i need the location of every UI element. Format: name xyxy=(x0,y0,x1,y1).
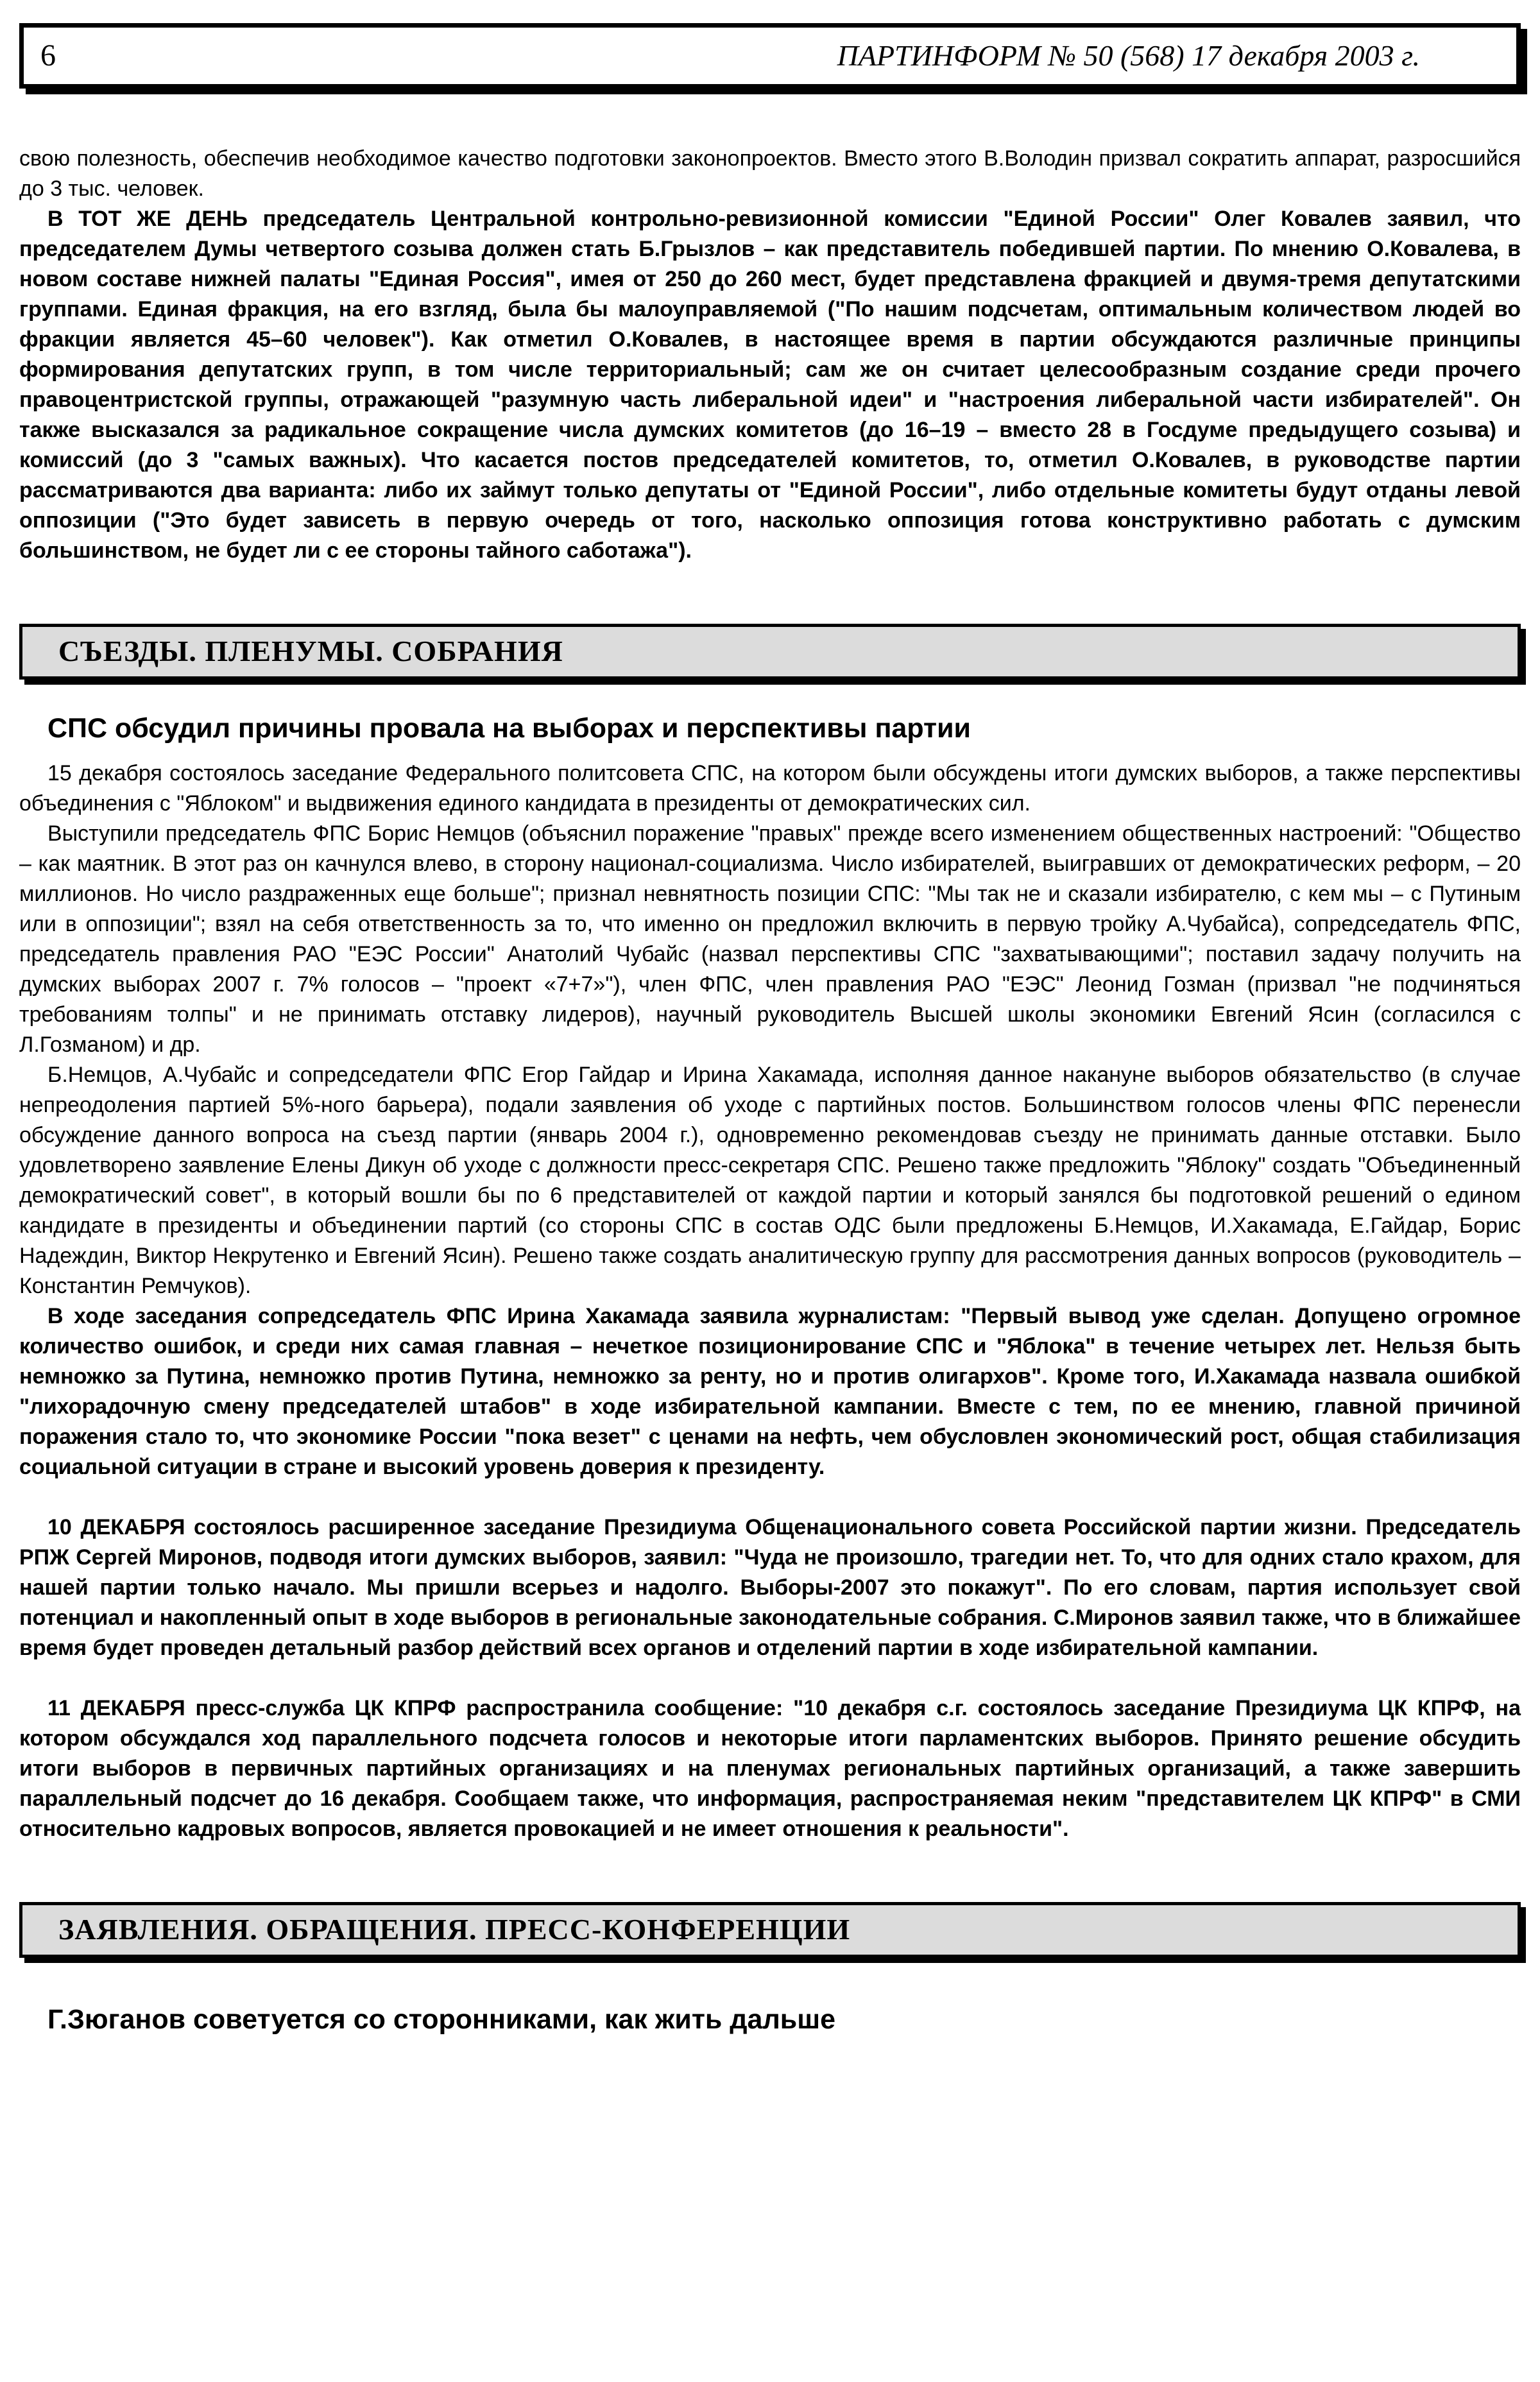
paragraph-sps-resignations: Б.Немцов, А.Чубайс и сопредседатели ФПС Егор Гайдар и Ирина Хакамада, исполняя данное накануне выборов обязательство (в случае непреодоления партией 5%-ного барьера), подали заявления об уходе с партийных постов. Большинством голосов члены ФПС перенесли обсуждение данного вопроса на съезд партии (январь 2004 г.), одновременно рекомендовав съезду не принимать данные отставки. Было удовлетворено заявление Елены Дикун об уходе с должности пресс-секретаря СПС. Решено также предложить "Яблоку" создать "Объединенный демократический совет", в который вошли бы по 6 представителей от каждой партии и который занялся бы подготовкой решений о едином кандидате в президенты и объединении партий (со стороны СПС в состав ОДС были предложены Б.Немцов, И.Хакамада, Е.Гайдар, Борис Надеждин, Виктор Некрутенко и Евгений Ясин). Решено также создать аналитическую группу для рассмотрения данных вопросов (руководитель – Константин Ремчуков). xyxy=(19,1063,1521,1299)
section-bar-congresses-title: СЪЕЗДЫ. ПЛЕНУМЫ. СОБРАНИЯ xyxy=(58,635,563,667)
paragraph-december-10: 10 ДЕКАБРЯ состоялось расширенное заседание Президиума Общенационального совета Российской партии жизни. Председатель РПЖ Сергей Миронов, подводя итоги думских выборов, заявил: "Чуда не произошло, трагедии нет. То, что для одних стало крахом, для нашей партии только начало. Мы пришли всерьез и надолго. Выборы-2007 это покажут". По его словам, партия использует свой потенциал и накопленный опыт в ходе выборов в региональные законодательные собрания. С.Миронов заявил также, что в ближайшее время будет проведен детальный разбор действий всех органов и отделений партии в ходе избирательной кампании. xyxy=(19,1515,1521,1661)
section-bar-statements-title: ЗАЯВЛЕНИЯ. ОБРАЩЕНИЯ. ПРЕСС-КОНФЕРЕНЦИИ xyxy=(58,1913,851,1946)
page-body xyxy=(19,144,1521,2035)
paragraph-khakamada-statement: В ходе заседания сопредседатель ФПС Ирина Хакамада заявила журналистам: "Первый вывод уже сделан. Допущено огромное количество ошибок, и среди них самая главная – нечеткое позиционирование СПС и "Яблока" в течение четырех лет. Нельзя быть немножко за Путина, немножко против Путина, немножко за ренту, но и против олигархов". Кроме того, И.Хакамада назвала ошибкой "лихорадочную смену председателей штабов" в ходе избирательной кампании. Вместе с тем, по ее мнению, главной причиной поражения стало то, что экономике России "пока везет" с ценами на нефть, чем обусловлен экономический рост, общая стабилизация социальной ситуации в стране и высокий уровень доверия к президенту. xyxy=(19,1304,1521,1480)
page-number: 6 xyxy=(40,39,56,73)
section-bar-congresses xyxy=(19,624,1521,680)
paragraph-december-11: 11 ДЕКАБРЯ пресс-служба ЦК КПРФ распространила сообщение: "10 декабря с.г. состоялось заседание Президиума ЦК КПРФ, на котором обсуждался ход параллельного подсчета голосов и некоторые итоги парламентских выборов. Принято решение обсудить итоги выборов в первичных партийных организациях и на пленумах региональных партийных организаций, а также завершить параллельный подсчет до 16 декабря. Сообщаем также, что информация, распространяемая неким "представителем ЦК КПРФ" в СМИ относительно кадровых вопросов, является провокацией и не имеет отношения к реальности". xyxy=(19,1696,1521,1842)
section-bar-statements xyxy=(19,1902,1521,1958)
issue-title: ПАРТИНФОРМ № 50 (568) 17 декабря 2003 г. xyxy=(837,39,1420,72)
paragraph-continuation: свою полезность, обеспечив необходимое качество подготовки законопроектов. Вместо этого В.Володин призвал сократить аппарат, разросшийся до 3 тыс. человек. xyxy=(19,146,1521,201)
paragraph-sps-meeting: 15 декабря состоялось заседание Федерального политсовета СПС, на котором были обсуждены итоги думских выборов, а также перспективы объединения с "Яблоком" и выдвижения единого кандидата в президенты от демократических сил. xyxy=(19,761,1521,816)
article-title-zyuganov: Г.Зюганов советуется со сторонниками, как жить дальше xyxy=(47,2003,835,2035)
paragraph-sps-speakers: Выступили председатель ФПС Борис Немцов (объяснил поражение "правых" прежде всего изменением общественных настроений: "Общество – как маятник. В этот раз он качнулся влево, в сторону национал-социализма. Число избирателей, выигравших от демократических реформ, – 20 миллионов. Но число раздраженных еще больше"; признал невнятность позиции СПС: "Мы так не и сказали избирателю, с кем мы – с Путиным или в оппозиции"; взял на себя ответственность за то, что именно он предложил включить в первую тройку А.Чубайса), сопредседатель ФПС, председатель правления РАО "ЕЭС России" Анатолий Чубайс (назвал перспективы СПС "захватывающими"; поставил задачу получить на думских выборах 2007 г. 7% голосов – "проект «7+7»"), член ФПС, член правления РАО "ЕЭС" Леонид Гозман (призвал "не подчиняться требованиям толпы" и не принимать отставку лидеров), научный руководитель Высшей школы экономики Евгений Ясин (согласился с Л.Гозманом) и др. xyxy=(19,821,1521,1058)
article-title-sps: СПС обсудил причины провала на выборах и перспективы партии xyxy=(47,712,971,744)
paragraph-same-day: В ТОТ ЖЕ ДЕНЬ председатель Центральной контрольно-ревизионной комиссии "Единой России" Олег Ковалев заявил, что председателем Думы четвертого созыва должен стать Б.Грызлов – как представитель победившей партии. По мнению О.Ковалева, в новом составе нижней палаты "Единая Россия", имея от 250 до 260 мест, будет представлена фракцией и двумя-тремя депутатскими группами. Единая фракция, на его взгляд, была бы малоуправляемой ("По нашим подсчетам, оптимальным количеством людей во фракции является 45–60 человек"). Как отметил О.Ковалев, в настоящее время в партии обсуждаются различные принципы формирования депутатских групп, в том числе территориальный; сам же он считает целесообразным создание среди прочего правоцентристской группы, отражающей "разумную часть либеральной идеи" и "настроения либеральной части избирателей". Он также высказался за радикальное сокращение числа думских комитетов (до 16–19 – вместо 28 в Госдуме предыдущего созыва) и комиссий (до 3 "самых важных). Что касается постов председателей комитетов, то, отметил О.Ковалев, в руководстве партии рассматриваются два варианта: либо их займут только депутаты от "Единой России", либо отдельные комитеты будут отданы левой оппозиции ("Это будет зависеть в первую очередь от того, насколько оппозиция готова конструктивно работать с думским большинством, не будет ли с ее стороны тайного саботажа"). xyxy=(19,207,1521,563)
page-header xyxy=(19,23,1521,89)
